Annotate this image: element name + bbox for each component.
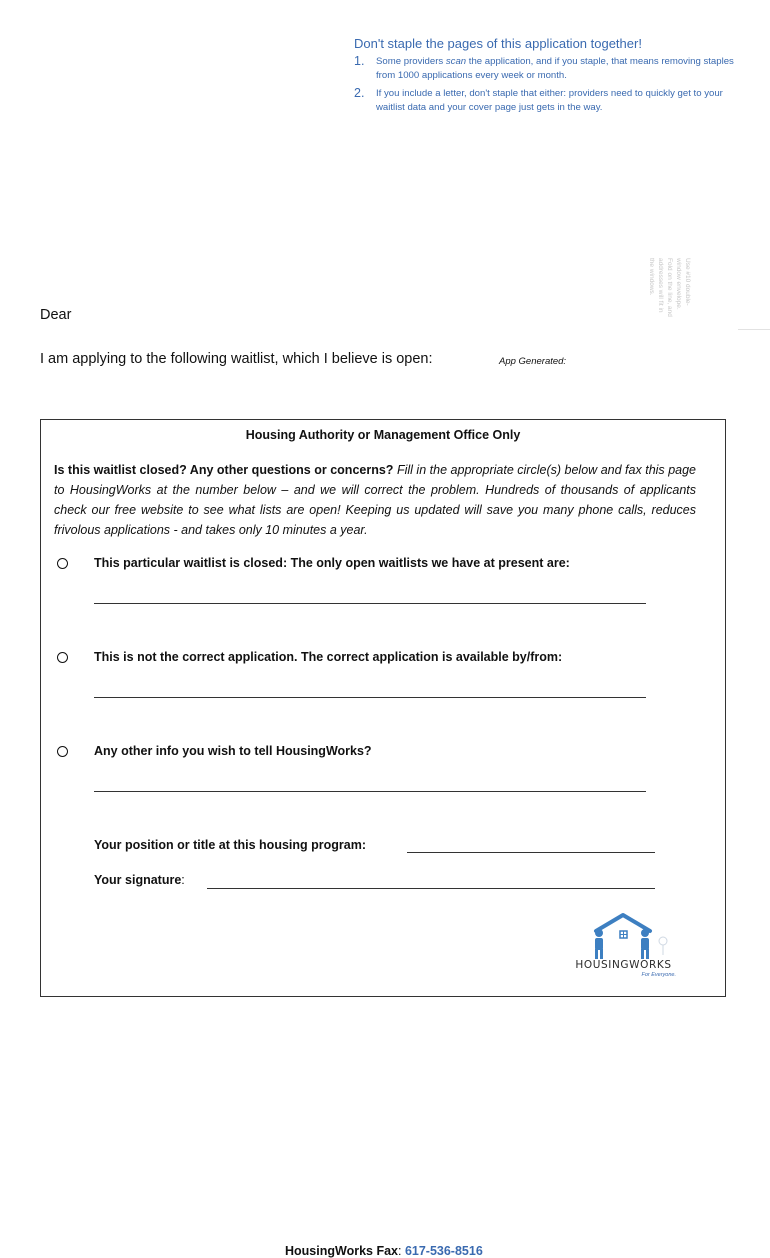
housingworks-logo bbox=[566, 911, 681, 981]
option-other-info-label: Any other info you wish to tell HousingWorks? bbox=[94, 744, 372, 758]
letter-greeting: Dear bbox=[40, 307, 72, 323]
list-number: 2. bbox=[354, 86, 365, 100]
office-only-box bbox=[40, 419, 726, 1258]
envelope-note-line: window envelope. bbox=[675, 258, 682, 310]
staple-warning-title: Don't staple the pages of this application together! bbox=[354, 36, 642, 51]
applying-statement: I am applying to the following waitlist, which I believe is open: bbox=[40, 351, 433, 367]
logo-tagline: For Everyone. bbox=[641, 972, 676, 978]
option-closed-label: This particular waitlist is closed: The only open waitlists we have at present are: bbox=[94, 556, 570, 570]
logo-wordmark: HOUSINGWORKS bbox=[575, 959, 672, 971]
envelope-note-line: Fold on the line, and bbox=[666, 258, 673, 317]
option-wrong-application-answer-line[interactable] bbox=[94, 697, 646, 698]
office-box-title: Housing Authority or Management Office Only bbox=[245, 428, 521, 442]
house-people-icon bbox=[566, 911, 681, 961]
list-number: 1. bbox=[354, 54, 365, 68]
envelope-fold-note bbox=[647, 258, 692, 328]
list-text: Some providers scan the application, and if you staple, that means removing staples from 1000 applications every week or month. bbox=[376, 56, 734, 81]
option-wrong-application-radio[interactable] bbox=[57, 652, 68, 663]
fax-number: 617-536-8516 bbox=[404, 1244, 483, 1258]
option-other-info-radio[interactable] bbox=[57, 746, 68, 757]
list-text: If you include a letter, don't staple that either: providers need to quickly get to your waitlist data and your cover page just gets in the way. bbox=[376, 88, 723, 113]
envelope-note-line: the windows. bbox=[648, 258, 655, 296]
office-box-instructions: Is this waitlist closed? Any other questions or concerns? Fill in the appropriate circle(s) below and fax this page to HousingWorks at the number below – and we will correct the problem. Hundreds of thousands of applicants check our free website to see what lists are open! Keeping us updated will save you many phone calls, reduces frivolous applications - and takes only 10 minutes a year. bbox=[54, 463, 696, 537]
signature-label: Your signature: bbox=[94, 873, 185, 887]
app-generated-label: App Generated: bbox=[499, 356, 567, 367]
option-closed-radio[interactable] bbox=[57, 558, 68, 569]
option-closed-answer-line[interactable] bbox=[94, 603, 646, 604]
envelope-note-line: addresses will fit in bbox=[657, 258, 664, 313]
fax-line: HousingWorks Fax: 617-536-8516 bbox=[285, 1244, 483, 1258]
option-wrong-application-label: This is not the correct application. The correct application is available by/from: bbox=[94, 650, 563, 664]
position-title-line[interactable] bbox=[407, 852, 655, 853]
signature-line[interactable] bbox=[207, 888, 655, 889]
envelope-note-line: Use #10 double- bbox=[684, 258, 691, 306]
position-title-label: Your position or title at this housing program: bbox=[94, 838, 366, 852]
option-other-info-answer-line[interactable] bbox=[94, 791, 646, 792]
fold-line bbox=[738, 329, 770, 330]
